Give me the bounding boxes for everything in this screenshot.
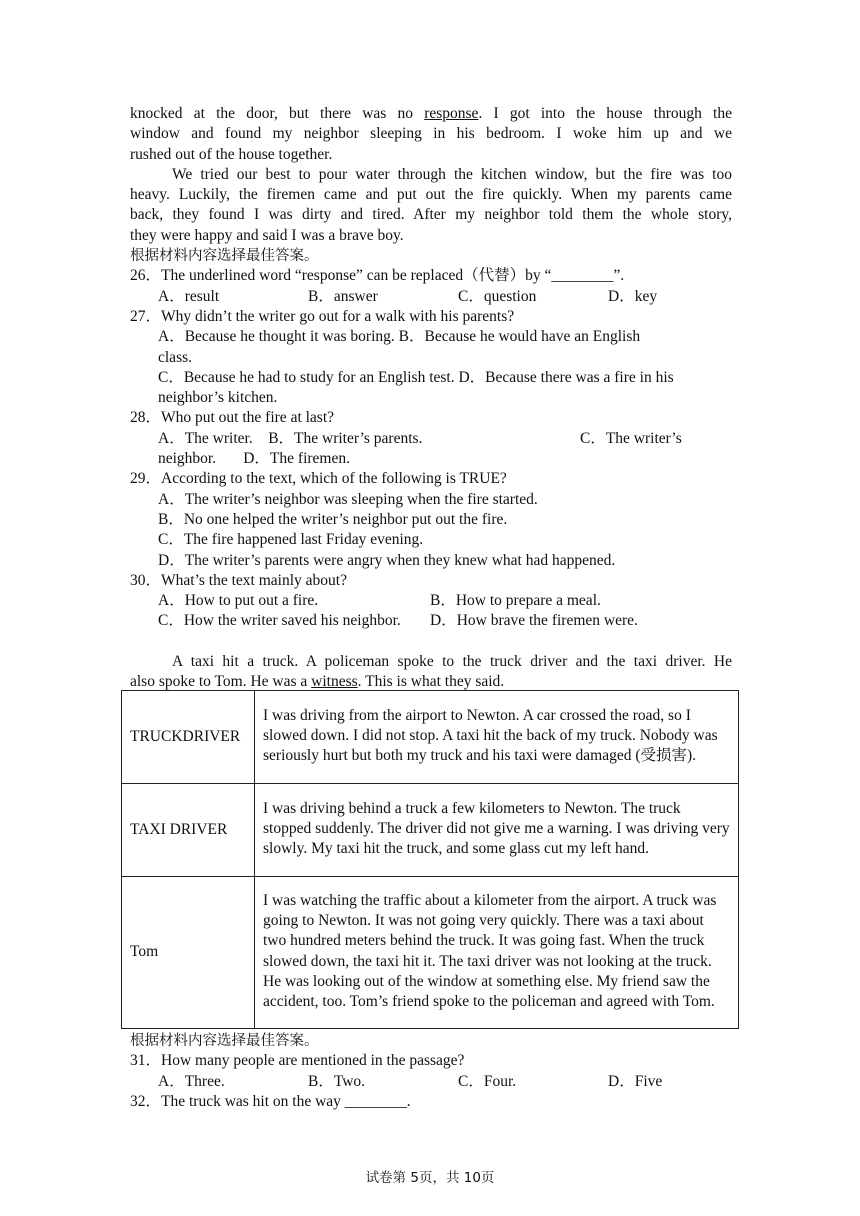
option-line: C．Because he had to study for an English test. D．Because there was a fire in his xyxy=(158,368,674,386)
instruction: 根据材料内容选择最佳答案。 xyxy=(130,1033,319,1049)
question-26-options xyxy=(130,287,732,307)
option-line: A．The writer’s neighbor was sleeping when the fire started. xyxy=(158,490,538,508)
option: A．How to put out a fire. xyxy=(158,592,319,610)
questions-two xyxy=(130,1031,732,1112)
passage-line: they were happy and said I was a brave boy. xyxy=(130,226,404,244)
passage-line: We tried our best to pour water through the kitchen window, but the fire was too xyxy=(172,165,732,183)
option-line: C．The fire happened last Friday evening. xyxy=(158,531,424,549)
role-cell: TAXI DRIVER xyxy=(122,784,255,877)
question-31-options xyxy=(130,1072,732,1092)
passage-one xyxy=(130,104,732,693)
statement-cell: I was driving behind a truck a few kilometers to Newton. The truck stopped suddenly. The driver did not give me a warning. I was driving very slowly. My taxi hit the truck, and some glass cut my left hand. xyxy=(255,784,739,877)
option: C．The writer’s xyxy=(580,429,682,447)
underlined-word-witness: witness xyxy=(311,673,358,691)
passage-line: window and found my neighbor sleeping in his bedroom. I woke him up and we xyxy=(130,125,732,143)
option: C．How the writer saved his neighbor. xyxy=(158,612,401,630)
option: A．Three. xyxy=(158,1072,225,1090)
underlined-word-response: response xyxy=(424,105,479,122)
option-line: neighbor. D．The firemen. xyxy=(158,450,350,468)
table-row xyxy=(122,691,739,784)
passage-line: rushed out of the house together. xyxy=(130,145,333,163)
passage-two-line: also spoke to Tom. He was a witness. This is what they said. xyxy=(130,673,505,691)
role-cell: TRUCKDRIVER xyxy=(122,691,255,784)
page-footer: 试卷第 5页，共 10页 xyxy=(365,1170,495,1186)
statement-cell: I was watching the traffic about a kilometer from the airport. A truck was going to Newton. It was not going very quickly. There was a taxi about two hundred meters behind the truck. It was going fast. When the truck slowed down, the taxi hit it. The taxi driver was not looking at the truck. He was looking out of the window at something else. My friend saw the accident, too. Tom’s friend spoke to the policeman and agreed with Tom. xyxy=(255,877,739,1029)
passage-line: heavy. Luckily, the firemen came and put out the fire quickly. When my parents came xyxy=(130,186,732,204)
option-line: neighbor’s kitchen. xyxy=(158,389,278,407)
question-27-stem: 27．Why didn’t the writer go out for a walk with his parents? xyxy=(130,307,515,325)
option: C．Four. xyxy=(458,1072,517,1090)
option-line: B．No one helped the writer’s neighbor put out the fire. xyxy=(158,510,508,528)
option-line: class. xyxy=(158,348,193,366)
option: D．Five xyxy=(608,1072,663,1090)
option: A．result xyxy=(158,287,220,305)
passage-line: back, they found I was dirty and tired. After my neighbor told them the whole story, xyxy=(130,206,732,224)
instruction: 根据材料内容选择最佳答案。 xyxy=(130,248,319,265)
witness-statements-table xyxy=(121,690,739,1029)
question-31-stem: 31．How many people are mentioned in the passage? xyxy=(130,1052,465,1070)
table-row xyxy=(122,784,739,877)
question-30-options xyxy=(130,611,732,631)
option: D．key xyxy=(608,287,658,305)
passage-two-line: A taxi hit a truck. A policeman spoke to the truck driver and the taxi driver. He xyxy=(172,653,732,671)
question-30-stem: 30．What’s the text mainly about? xyxy=(130,571,347,589)
option: B．How to prepare a meal. xyxy=(430,592,601,610)
passage-line: knocked at the door, but there was no response. I got into the house through the xyxy=(130,105,732,122)
option: B．Two. xyxy=(308,1072,366,1090)
option-line: D．The writer’s parents were angry when they knew what had happened. xyxy=(158,551,616,569)
question-28-stem: 28．Who put out the fire at last? xyxy=(130,409,335,427)
question-28-options xyxy=(130,429,732,449)
question-29-stem: 29．According to the text, which of the following is TRUE? xyxy=(130,470,507,488)
option: C．question xyxy=(458,287,537,305)
role-cell: Tom xyxy=(122,877,255,1029)
option-line: A．Because he thought it was boring. B．Because he would have an English xyxy=(158,328,641,346)
table-row xyxy=(122,877,739,1029)
question-32-stem: 32．The truck was hit on the way ________. xyxy=(130,1092,411,1110)
statement-cell: I was driving from the airport to Newton. A car crossed the road, so I slowed down. I did not stop. A taxi hit the back of my truck. Nobody was seriously hurt but both my truck and his taxi were damaged (受损害). xyxy=(255,691,739,784)
option: A．The writer. B．The writer’s parents. xyxy=(158,429,423,447)
option: D．How brave the firemen were. xyxy=(430,612,638,630)
question-26-stem: 26．The underlined word “response” can be replaced（代替）by “________”. xyxy=(130,267,625,285)
blank-line xyxy=(130,632,732,652)
question-30-options xyxy=(130,591,732,611)
option: B．answer xyxy=(308,287,378,305)
